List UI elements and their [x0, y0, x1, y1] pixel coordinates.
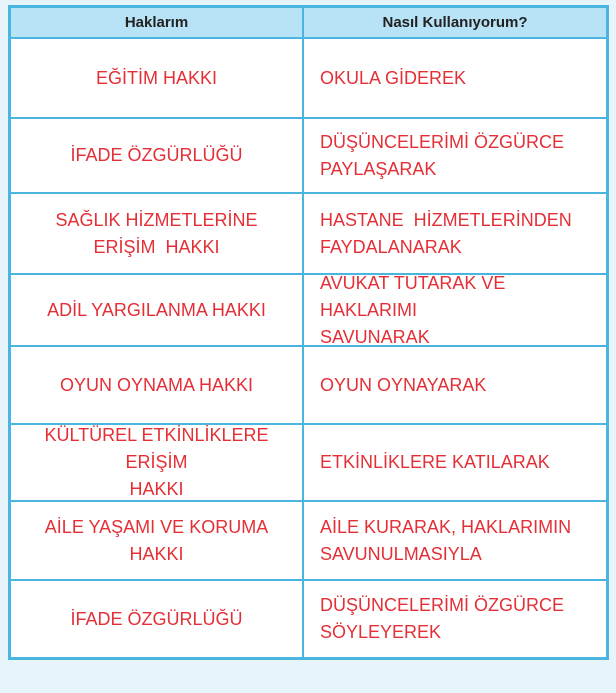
column-header-haklarim-label: Haklarım [124, 14, 189, 31]
right-name-cell [11, 119, 304, 192]
table-row [11, 37, 606, 117]
usage-text: OYUN OYNAYARAK [320, 374, 487, 395]
table-row [11, 500, 606, 579]
column-header-haklarim [11, 8, 304, 37]
usage-text: ETKİNLİKLERE KATILARAK [320, 452, 550, 472]
right-name-cell [11, 425, 304, 500]
usage-text: AİLE KURARAK, HAKLARIMIN SAVUNULMASIYLA [320, 516, 572, 564]
usage-cell [304, 347, 606, 423]
usage-cell [304, 194, 606, 273]
usage-text: HASTANE HİZMETLERİNDEN FAYDALANARAK [320, 209, 572, 257]
right-name-text: ADİL YARGILANMA HAKKI [47, 299, 266, 320]
right-name-cell [11, 581, 304, 657]
right-name-cell [11, 347, 304, 423]
usage-cell [304, 425, 606, 500]
table-row [11, 117, 606, 192]
usage-text: OKULA GİDEREK [320, 67, 467, 88]
usage-cell [304, 581, 606, 657]
table-row [11, 192, 606, 273]
usage-cell [304, 502, 606, 579]
right-name-cell [11, 275, 304, 345]
usage-text: DÜŞÜNCELERİMİ ÖZGÜRCE PAYLAŞARAK [320, 131, 565, 179]
usage-text: AVUKAT TUTARAK VE HAKLARIMI SAVUNARAK [320, 272, 506, 347]
right-name-cell [11, 502, 304, 579]
right-name-text: SAĞLIK HİZMETLERİNE ERİŞİM HAKKI [55, 209, 258, 257]
right-name-text: EĞİTİM HAKKI [95, 67, 218, 88]
usage-cell [304, 39, 606, 117]
right-name-text: İFADE ÖZGÜRLÜĞÜ [70, 145, 243, 165]
right-name-text: İFADE ÖZGÜRLÜĞÜ [70, 608, 243, 629]
usage-cell [304, 119, 606, 192]
usage-cell [304, 272, 606, 347]
right-name-cell [11, 194, 304, 273]
right-name-cell [11, 39, 304, 117]
table-row [11, 579, 606, 657]
table-row [11, 345, 606, 423]
table-row [11, 423, 606, 500]
table-row [11, 273, 606, 345]
column-header-nasil-kullaniyorum-label: Nasıl Kullanıyorum? [382, 14, 528, 31]
column-header-nasil-kullaniyorum [304, 8, 606, 37]
table-header-row [11, 8, 606, 37]
right-name-text: OYUN OYNAMA HAKKI [59, 374, 254, 395]
right-name-text: KÜLTÜREL ETKİNLİKLERE ERİŞİM HAKKI [44, 425, 269, 499]
rights-table [8, 5, 609, 660]
right-name-text: AİLE YAŞAMI VE KORUMA HAKKI [44, 516, 274, 564]
usage-text: DÜŞÜNCELERİMİ ÖZGÜRCE SÖYLEYEREK [320, 595, 565, 642]
